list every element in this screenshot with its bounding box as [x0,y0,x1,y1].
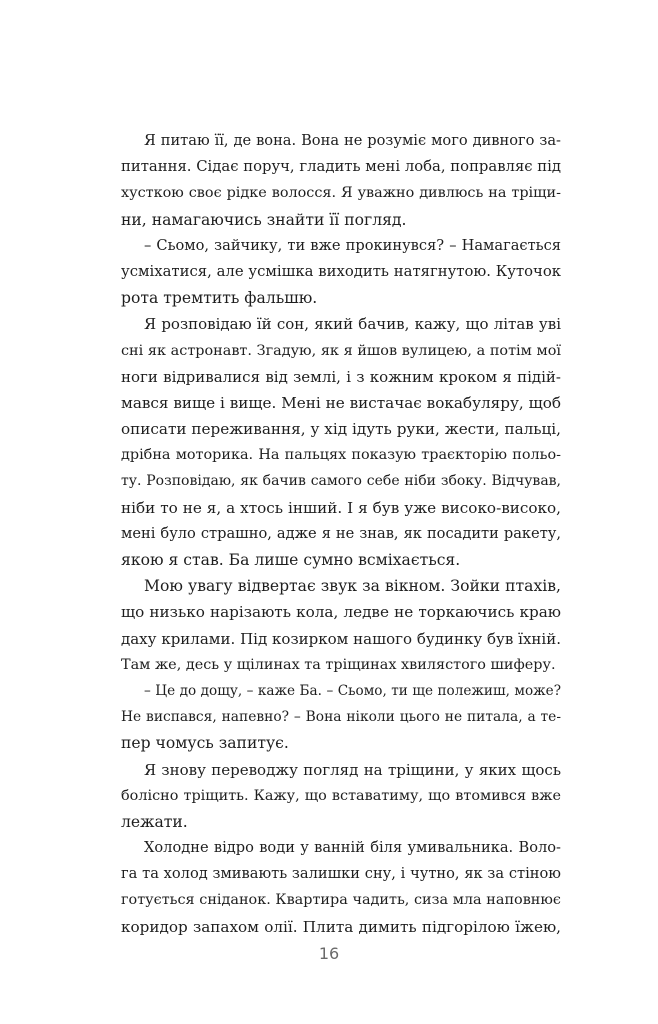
text-line: рота тремтить фальшю. [121,289,318,308]
page-number: 16 [318,944,340,963]
text-line: ни, намагаючись знайти її погляд. [121,210,407,229]
text-line: питання. Сідає поруч, гладить мені лоба, поправляє під [121,158,561,176]
text-line: Мою увагу відвертає звук за вікном. Зойки птахів, [144,577,561,596]
text-line: – Сьомо, зайчику, ти вже прокинувся? – Намагається [144,236,561,254]
text-line: лежати. [121,812,188,831]
text-line: ту. Розповідаю, як бачив самого себе ніби збоку. Відчував, [121,473,561,490]
text-line: мені було страшно, адже я не знав, як посадити ракету, [121,524,561,542]
text-line: – Це до дощу, – каже Ба. – Сьомо, ти ще полежиш, може? [144,682,561,699]
text-line: пер чомусь запитує. [121,734,289,753]
text-line: га та холод змивають залишки сну, і чутно, як за стіною [121,865,561,883]
text-line: Я розповідаю їй сон, який бачив, кажу, що літав уві [144,315,561,334]
text-line: описати переживання, у хід ідуть руки, жести, пальці, [121,420,561,439]
text-line: Холодне відро води у ванній біля умивальника. Воло- [144,839,561,857]
text-line: коридор запахом олії. Плита димить підгорілою їжею, [121,917,561,936]
text-line: усміхатися, але усмішка виходить натягнутою. Куточок [121,262,561,280]
body-text [121,128,561,940]
text-line: що низько нарізають кола, ледве не торкаючись краю [121,603,561,622]
text-line: хусткою своє рідке волосся. Я уважно дивлюсь на тріщи- [121,185,561,202]
text-line: ніби то не я, а хтось інший. І я був уже високо-високо, [121,498,561,517]
text-line: готується сніданок. Квартира чадить, сиза мла наповнює [121,892,561,909]
text-line: Там же, десь у щілинах та тріщинах хвилястого шиферу. [121,656,556,673]
text-line: даху крилами. Під козирком нашого будинку був їхній. [121,629,561,648]
text-line: сні як астронавт. Згадую, як я йшов вулицею, а потім мої [121,342,561,359]
text-line: ноги відривалися від землі, і з кожним кроком я підій- [121,367,561,386]
text-line: Я знову переводжу погляд на тріщини, у яких щось [144,760,561,779]
text-line: дрібна моторика. На пальцях показую траєкторію польо- [121,447,561,464]
text-line: болісно тріщить. Кажу, що вставатиму, що втомився вже [121,787,561,804]
text-line: якою я став. Ба лише сумно всміхається. [121,551,461,569]
text-line: мався вище і вище. Мені не вистачає вокабуляру, щоб [121,393,561,412]
text-line: Я питаю її, де вона. Вона не розуміє мого дивного за- [144,132,561,149]
text-line: Не виспався, напевно? – Вона ніколи цього не питала, а те- [121,709,561,726]
